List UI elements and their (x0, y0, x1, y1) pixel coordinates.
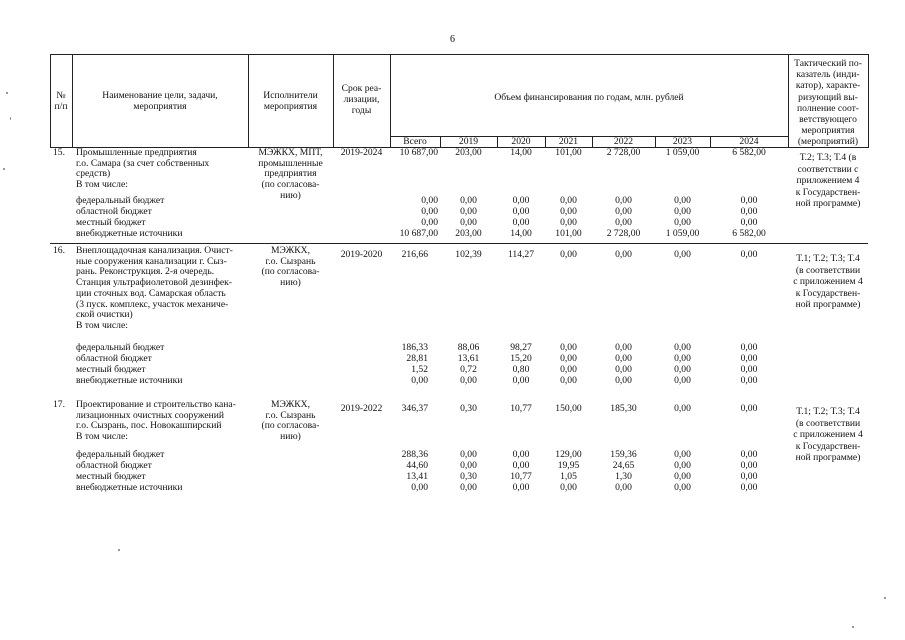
sub-value: 0,00 (674, 342, 691, 353)
row-name: Внеплощадочная канализация. Очист- ные сооружения канализации г. Сыз- рань. Реконструкция. 2-я очередь. Станция ультрафиолетовой дезинфек- ции сточных вод. Самарская область (3 пуск. комплекс, участок механиче- ской очистки) В том числе: (76, 245, 233, 331)
sub-value: 0,00 (740, 353, 758, 364)
row-term: 2019-2020 (340, 249, 383, 260)
sub-value: 0,00 (740, 449, 758, 460)
sub-value: 10,77 (510, 471, 532, 482)
sub-value: 0,30 (460, 471, 477, 482)
row-total-2020: 114,27 (507, 249, 535, 260)
sub-value: 0,00 (615, 217, 632, 228)
row-total-2019: 0,30 (460, 403, 477, 414)
header-num: № п/п (54, 90, 68, 112)
sub-value: 0,00 (740, 217, 758, 228)
sub-value: 0,00 (740, 375, 758, 386)
sub-value: 0,00 (740, 364, 758, 375)
sub-value: 0,00 (674, 206, 691, 217)
row-total-total: 216,66 (401, 249, 428, 260)
scan-speck (3, 168, 5, 170)
row-total-2021: 101,00 (555, 147, 582, 158)
row-executors: МЭЖКХ, г.о. Сызрань (по согласова- нию) (261, 399, 320, 443)
row-indicator: Т.2; Т.3; Т.4 (в соответствии с приложением 4 к Государствен- ной программе) (795, 152, 861, 209)
header-executors: Исполнители мероприятия (263, 90, 318, 112)
sub-value: 0,00 (512, 195, 530, 206)
row-indicator: Т.1; Т.2; Т.3; Т.4 (в соответствии с приложением 4 к Государствен- ной программе) (793, 253, 863, 310)
sub-value: 28,81 (406, 353, 428, 364)
row-total-2020: 10,77 (510, 403, 532, 414)
scan-speck (6, 92, 8, 94)
sub-value: 14,00 (510, 228, 532, 239)
row-total-total: 10 687,00 (399, 147, 438, 158)
sub-value: 0,00 (560, 195, 577, 206)
sub-label-local: местный бюджет (76, 471, 146, 482)
row-total-2021: 0,00 (560, 249, 577, 260)
sub-value: 0,00 (740, 482, 758, 493)
sub-value: 0,00 (674, 195, 691, 206)
sub-value: 0,00 (740, 460, 758, 471)
sub-value: 0,00 (460, 375, 477, 386)
row-total-2024: 6 582,00 (732, 147, 766, 158)
row-name: Проектирование и строительство кана- лизационных очистных сооружений г.о. Сызрань, пос. Новокашпирский В том числе: (76, 399, 236, 443)
sub-label-extrabudget: внебюджетные источники (76, 375, 183, 386)
sub-label-local: местный бюджет (76, 217, 146, 228)
sub-value: 0,00 (460, 460, 477, 471)
row-total-2024: 0,00 (740, 249, 758, 260)
sub-value: 6 582,00 (732, 228, 766, 239)
header-year-2022: 2022 (613, 136, 634, 147)
row-total-2023: 0,00 (674, 249, 691, 260)
sub-value: 0,00 (411, 375, 428, 386)
scan-speck (884, 597, 886, 599)
row-total-2020: 14,00 (510, 147, 532, 158)
header-year-2020: 2020 (511, 136, 531, 147)
sub-value: 0,00 (460, 449, 477, 460)
row-divider (50, 243, 868, 244)
sub-value: 13,61 (457, 353, 480, 364)
sub-value: 0,00 (740, 471, 758, 482)
sub-value: 159,36 (610, 449, 637, 460)
row-total-2022: 2 728,00 (606, 147, 641, 158)
header-indicator: Тактический по- казатель (инди- катор), характе- ризующий вы- полнение соот- ветствующего мероприятия (мероприятий) (794, 58, 862, 148)
sub-value: 101,00 (555, 228, 582, 239)
sub-value: 0,00 (560, 364, 577, 375)
row-num: 17. (53, 399, 65, 410)
sub-value: 0,00 (674, 482, 691, 493)
sub-value: 0,00 (674, 217, 691, 228)
row-num: 16. (53, 245, 65, 256)
sub-label-federal: федеральный бюджет (76, 449, 165, 460)
sub-value: 203,00 (455, 228, 482, 239)
header-name: Наименование цели, задачи, мероприятия (102, 90, 218, 112)
sub-value: 0,00 (560, 342, 577, 353)
sub-value: 44,60 (406, 460, 428, 471)
table-top-border (50, 54, 868, 55)
sub-value: 88,06 (457, 342, 480, 353)
sub-value: 0,00 (674, 471, 691, 482)
sub-value: 186,33 (401, 342, 428, 353)
header-term: Срок реа- лизации, годы (341, 83, 382, 116)
sub-value: 0,72 (460, 364, 477, 375)
sub-label-regional: областной бюджет (76, 206, 152, 217)
sub-value: 0,00 (560, 482, 577, 493)
sub-value: 0,00 (615, 195, 632, 206)
page-number: 6 (450, 34, 455, 45)
col-border-12 (868, 54, 869, 148)
sub-value: 0,00 (674, 449, 691, 460)
row-indicator: Т.1; Т.2; Т.3; Т.4 (в соответствии с приложением 4 к Государствен- ной программе) (793, 406, 863, 463)
sub-value: 0,00 (560, 217, 577, 228)
row-num: 15. (53, 147, 65, 158)
sub-value: 0,00 (615, 353, 632, 364)
scan-speck (10, 117, 11, 120)
sub-value: 0,00 (615, 375, 632, 386)
sub-value: 0,00 (421, 206, 438, 217)
row-name: Промышленные предприятия г.о. Самара (за счет собственных средств) В том числе: (76, 147, 210, 191)
row-term: 2019-2022 (340, 403, 383, 414)
sub-value: 0,00 (740, 342, 758, 353)
sub-label-local: местный бюджет (76, 364, 146, 375)
sub-value: 0,00 (512, 375, 530, 386)
sub-label-regional: областной бюджет (76, 353, 152, 364)
row-total-2024: 0,00 (740, 403, 758, 414)
header-year-2024: 2024 (739, 136, 759, 147)
sub-value: 0,00 (512, 217, 530, 228)
row-term: 2019-2024 (340, 147, 383, 158)
sub-value: 1,52 (411, 364, 428, 375)
sub-value: 0,00 (421, 217, 438, 228)
row-total-2023: 0,00 (674, 403, 691, 414)
sub-label-extrabudget: внебюджетные источники (76, 482, 183, 493)
sub-value: 19,95 (557, 460, 580, 471)
sub-value: 13,41 (406, 471, 428, 482)
sub-value: 0,00 (615, 342, 632, 353)
sub-value: 0,00 (740, 206, 758, 217)
sub-value: 0,00 (560, 206, 577, 217)
sub-value: 0,00 (512, 449, 530, 460)
row-total-2022: 185,30 (610, 403, 637, 414)
row-total-2019: 203,00 (455, 147, 482, 158)
header-year-2021: 2021 (558, 136, 579, 147)
sub-value: 0,00 (512, 206, 530, 217)
sub-value: 0,00 (460, 206, 477, 217)
header-year-total: Всего (403, 136, 427, 147)
sub-value: 0,00 (460, 217, 477, 228)
sub-value: 0,00 (560, 353, 577, 364)
sub-value: 0,00 (674, 460, 691, 471)
sub-value: 129,00 (555, 449, 582, 460)
sub-value: 288,36 (401, 449, 428, 460)
sub-label-extrabudget: внебюджетные источники (76, 228, 183, 239)
sub-value: 0,00 (674, 353, 691, 364)
row-executors: МЭЖКХ, МПТ, промышленные предприятия (по согласова- нию) (258, 147, 323, 201)
sub-value: 0,00 (460, 482, 477, 493)
sub-value: 24,65 (612, 460, 635, 471)
sub-label-regional: областной бюджет (76, 460, 152, 471)
sub-label-federal: федеральный бюджет (76, 342, 165, 353)
row-total-2021: 150,00 (555, 403, 582, 414)
sub-value: 0,00 (512, 482, 530, 493)
sub-value: 2 728,00 (606, 228, 641, 239)
sub-value: 0,00 (460, 195, 477, 206)
sub-value: 0,00 (615, 482, 632, 493)
sub-value: 0,00 (740, 195, 758, 206)
header-year-2023: 2023 (672, 136, 693, 147)
sub-value: 0,00 (411, 482, 428, 493)
row-executors: МЭЖКХ, г.о. Сызрань (по согласова- нию) (261, 245, 320, 289)
sub-value: 0,00 (512, 460, 530, 471)
sub-value: 0,00 (674, 375, 691, 386)
sub-value: 1,05 (560, 471, 577, 482)
row-total-total: 346,37 (401, 403, 428, 414)
sub-value: 0,00 (615, 364, 632, 375)
row-total-2023: 1 059,00 (665, 147, 700, 158)
scan-speck (118, 549, 120, 551)
sub-value: 15,20 (510, 353, 532, 364)
sub-value: 10 687,00 (399, 228, 438, 239)
header-year-2019: 2019 (458, 136, 479, 147)
sub-value: 1,30 (615, 471, 632, 482)
sub-value: 1 059,00 (665, 228, 700, 239)
sub-value: 0,00 (674, 364, 691, 375)
header-financing: Объем финансирования по годам, млн. рублей (494, 92, 684, 103)
sub-value: 0,00 (615, 206, 632, 217)
sub-value: 98,27 (510, 342, 532, 353)
sub-value: 0,80 (512, 364, 530, 375)
row-total-2022: 0,00 (615, 249, 632, 260)
row-total-2019: 102,39 (455, 249, 482, 260)
sub-value: 0,00 (560, 375, 577, 386)
sub-label-federal: федеральный бюджет (76, 195, 165, 206)
scan-speck (852, 626, 854, 628)
sub-value: 0,00 (421, 195, 438, 206)
